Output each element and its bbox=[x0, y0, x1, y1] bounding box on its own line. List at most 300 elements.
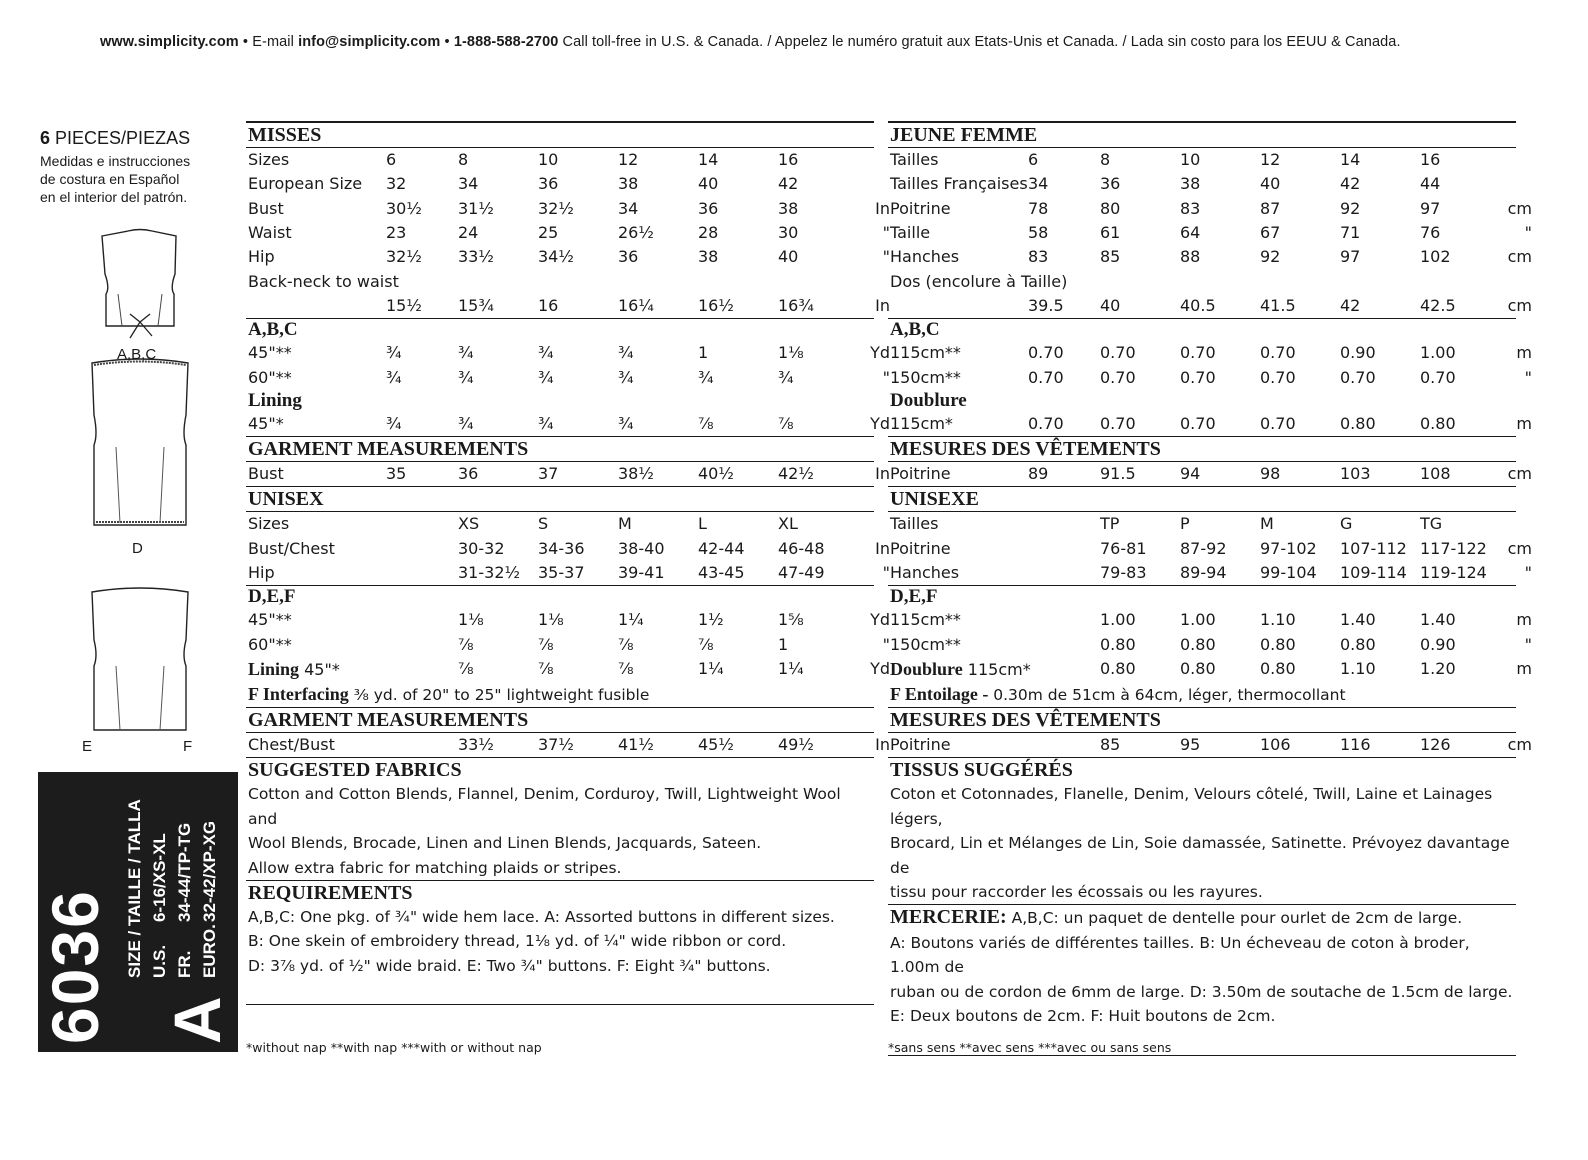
vest-back-view-trim-icon bbox=[70, 355, 210, 535]
value-cell: 0.80 bbox=[1340, 634, 1376, 654]
value-cell: 1.10 bbox=[1260, 610, 1296, 630]
text-line: B: One skein of embroidery thread, 1⅛ yd. of ¼" wide ribbon or cord. bbox=[248, 932, 787, 951]
row-label: Chest/Bust bbox=[248, 735, 335, 755]
value-cell: 34-36 bbox=[538, 538, 585, 558]
unit-cell: " bbox=[1524, 367, 1532, 387]
value-cell: 107-112 bbox=[1340, 538, 1407, 558]
unit-cell: Yd bbox=[870, 610, 890, 630]
row-label bbox=[888, 657, 1031, 682]
value-cell bbox=[1098, 269, 1178, 293]
value-cell: 1.40 bbox=[1420, 610, 1456, 630]
interfacing-line bbox=[888, 682, 1516, 707]
row-label: Poitrine bbox=[890, 735, 951, 755]
value-cell: 42 bbox=[1340, 295, 1361, 315]
value-cell: 8 bbox=[1100, 150, 1111, 170]
value-cell bbox=[616, 269, 696, 293]
value-cell: 58 bbox=[1028, 223, 1049, 243]
contact-header bbox=[100, 34, 1530, 50]
value-cell: 0.80 bbox=[1180, 634, 1216, 654]
section-title: UNISEX bbox=[246, 487, 874, 512]
value-cell bbox=[384, 512, 456, 536]
interfacing-line bbox=[246, 682, 874, 707]
size-row-us: U.S.6-16/XS-XL bbox=[150, 833, 169, 978]
view-abc bbox=[70, 226, 210, 344]
text-line: Allow extra fabric for matching plaids or stripes. bbox=[248, 858, 622, 877]
yardage-table bbox=[246, 608, 894, 657]
unit-cell bbox=[1496, 148, 1536, 172]
value-cell: 83 bbox=[1180, 198, 1201, 218]
view-caption-e: E bbox=[82, 738, 93, 755]
value-cell: ⅞ bbox=[698, 634, 714, 654]
unit-cell: cm bbox=[1507, 295, 1532, 315]
unit-cell: Yd bbox=[870, 659, 890, 679]
table-row bbox=[246, 561, 894, 585]
text-line: E: Deux boutons de 2cm. F: Huit boutons de 2cm. bbox=[890, 1007, 1276, 1026]
value-cell: 0.70 bbox=[1260, 343, 1296, 363]
value-cell: 40 bbox=[698, 174, 719, 194]
unit-cell: cm bbox=[1507, 464, 1532, 484]
unit-cell: " bbox=[882, 223, 890, 243]
garment-table bbox=[246, 462, 894, 486]
section-unisex bbox=[888, 486, 1532, 585]
value-cell: G bbox=[1340, 514, 1353, 534]
unit-cell: m bbox=[1516, 413, 1532, 433]
value-cell: 117-122 bbox=[1420, 538, 1487, 558]
value-cell: 33½ bbox=[458, 247, 494, 267]
value-cell: 0.70 bbox=[1028, 413, 1064, 433]
value-cell: 33½ bbox=[458, 735, 494, 755]
value-cell: XS bbox=[458, 514, 480, 534]
value-cell: 0.70 bbox=[1180, 343, 1216, 363]
value-cell: 36 bbox=[1100, 174, 1121, 194]
unit-cell: In bbox=[875, 735, 890, 755]
value-cell: 0.90 bbox=[1340, 343, 1376, 363]
table-row bbox=[888, 733, 1536, 757]
value-cell: 38-40 bbox=[618, 538, 665, 558]
section-misses bbox=[888, 121, 1532, 318]
vest-back-view-tie-icon bbox=[70, 226, 210, 344]
lining-table bbox=[246, 412, 894, 436]
unit-cell bbox=[1496, 512, 1536, 536]
value-cell: 80 bbox=[1100, 198, 1121, 218]
value-cell: 49½ bbox=[778, 735, 814, 755]
value-cell: 109-114 bbox=[1340, 563, 1407, 582]
table-row bbox=[888, 561, 1536, 585]
value-cell: L bbox=[698, 514, 707, 534]
interfacing-text: 0.30m de 51cm à 64cm, léger, thermocollant bbox=[993, 685, 1346, 704]
value-cell: 0.70 bbox=[1028, 343, 1064, 363]
section-requirements bbox=[888, 904, 1516, 1055]
value-cell: 1⅛ bbox=[458, 610, 484, 630]
value-cell bbox=[1418, 269, 1496, 293]
unit-cell bbox=[1496, 172, 1536, 196]
value-cell: 46-48 bbox=[778, 538, 825, 558]
table-row bbox=[246, 269, 894, 293]
email-label: E-mail bbox=[252, 34, 294, 50]
table-row bbox=[246, 221, 894, 245]
value-cell: 1⅝ bbox=[778, 610, 804, 630]
view-caption-f: F bbox=[183, 738, 193, 755]
lining-table bbox=[888, 412, 1536, 436]
table-row bbox=[888, 294, 1536, 318]
lining-width: 45"* bbox=[304, 659, 340, 679]
value-cell: 38 bbox=[778, 198, 799, 218]
table-row bbox=[888, 537, 1536, 561]
value-cell: 95 bbox=[1180, 735, 1201, 755]
value-cell: 26½ bbox=[618, 223, 654, 243]
value-cell: ¾ bbox=[386, 413, 402, 433]
row-label: 150cm** bbox=[890, 367, 961, 387]
vest-back-view-icon bbox=[70, 580, 210, 740]
unit-cell: cm bbox=[1507, 735, 1532, 755]
value-cell: 6 bbox=[386, 150, 397, 170]
value-cell: 67 bbox=[1260, 223, 1281, 243]
pattern-number-box bbox=[38, 772, 238, 1052]
value-cell: 1.00 bbox=[1420, 343, 1456, 363]
value-cell: 42 bbox=[778, 174, 799, 194]
table-row bbox=[888, 365, 1536, 389]
value-cell: 12 bbox=[1260, 150, 1281, 170]
pieces-block bbox=[40, 128, 240, 206]
row-label: Tailles bbox=[890, 514, 939, 534]
value-cell: 89-94 bbox=[1180, 563, 1227, 582]
value-cell: 47-49 bbox=[778, 563, 825, 582]
value-cell: 88 bbox=[1180, 247, 1201, 267]
unit-cell: cm bbox=[1507, 247, 1532, 267]
section-title: UNISEXE bbox=[888, 487, 1516, 512]
table-row bbox=[246, 294, 894, 318]
value-cell: ¾ bbox=[618, 343, 634, 363]
table-row bbox=[888, 512, 1536, 536]
value-cell: 43-45 bbox=[698, 563, 745, 582]
footnote-english: *without nap **with nap ***with or without nap bbox=[246, 1040, 542, 1055]
value-cell: 41.5 bbox=[1260, 295, 1296, 315]
value-cell: TG bbox=[1420, 514, 1443, 534]
value-cell: ¾ bbox=[618, 367, 634, 387]
pattern-letter: A bbox=[160, 996, 234, 1044]
lining-table bbox=[888, 657, 1536, 682]
value-cell: 94 bbox=[1180, 464, 1201, 484]
value-cell: 126 bbox=[1420, 735, 1451, 755]
value-cell: 102 bbox=[1420, 247, 1451, 267]
value-cell: 40½ bbox=[698, 464, 734, 484]
value-cell: 61 bbox=[1100, 223, 1121, 243]
table-row bbox=[246, 197, 894, 221]
value-cell: 1.00 bbox=[1180, 610, 1216, 630]
phone-number: 1-888-588-2700 bbox=[453, 34, 559, 50]
value-cell: 34½ bbox=[538, 247, 574, 267]
value-cell: 0.70 bbox=[1100, 343, 1136, 363]
section-def bbox=[246, 585, 890, 707]
value-cell: 64 bbox=[1180, 223, 1201, 243]
value-cell bbox=[1026, 512, 1098, 536]
value-cell: 103 bbox=[1340, 464, 1371, 484]
website-link[interactable]: www.simplicity.com bbox=[100, 34, 239, 50]
value-cell: 34 bbox=[618, 198, 639, 218]
value-cell: 0.70 bbox=[1100, 413, 1136, 433]
value-cell: 39-41 bbox=[618, 563, 665, 582]
value-cell bbox=[1258, 269, 1338, 293]
unit-cell: " bbox=[882, 367, 890, 387]
value-cell bbox=[1026, 632, 1098, 656]
yardage-table bbox=[888, 341, 1536, 390]
view-caption: D bbox=[132, 540, 143, 557]
unit-cell: In bbox=[875, 198, 890, 218]
row-label: Waist bbox=[248, 223, 292, 243]
value-cell: 16¾ bbox=[778, 295, 814, 315]
value-cell: 0.70 bbox=[1260, 413, 1296, 433]
value-cell: ¾ bbox=[458, 343, 474, 363]
table-row bbox=[246, 365, 894, 389]
value-cell: 89 bbox=[1028, 464, 1049, 484]
garment-table bbox=[888, 733, 1536, 757]
requirements-text bbox=[246, 905, 874, 978]
section-title: GARMENT MEASUREMENTS bbox=[246, 437, 874, 462]
value-cell: 0.80 bbox=[1260, 659, 1296, 679]
lining-width: 115cm* bbox=[967, 659, 1031, 679]
lining-label: Doublure bbox=[890, 658, 963, 679]
value-cell: 16¼ bbox=[618, 295, 654, 315]
value-cell bbox=[1338, 269, 1418, 293]
value-cell: 37½ bbox=[538, 735, 574, 755]
value-cell: 1 bbox=[698, 343, 709, 363]
yardage-table bbox=[246, 341, 894, 390]
value-cell: 0.80 bbox=[1420, 413, 1456, 433]
value-cell: 31½ bbox=[458, 198, 494, 218]
value-cell: ⅞ bbox=[538, 634, 554, 654]
row-label: Hanches bbox=[890, 247, 960, 267]
value-cell: 31-32½ bbox=[458, 563, 520, 582]
unit-cell: " bbox=[1524, 223, 1532, 243]
value-cell: 0.70 bbox=[1180, 413, 1216, 433]
footnote-french: *sans sens **avec sens ***avec ou sans sens bbox=[888, 1040, 1172, 1055]
value-cell: 38½ bbox=[618, 464, 654, 484]
value-cell: 15½ bbox=[386, 295, 422, 315]
text-line: tissu pour raccorder les écossais ou les rayures. bbox=[890, 883, 1263, 902]
row-label: Back-neck to waist bbox=[248, 271, 399, 291]
value-cell: 8 bbox=[458, 150, 469, 170]
value-cell bbox=[776, 269, 854, 293]
subsection-title: A,B,C bbox=[890, 319, 940, 341]
size-row-euro: EURO.32-42/XP-XG bbox=[200, 820, 219, 978]
value-cell: 92 bbox=[1260, 247, 1281, 267]
row-label: Bust bbox=[248, 464, 284, 484]
value-cell: 25 bbox=[538, 223, 559, 243]
value-cell: 1⅛ bbox=[778, 343, 804, 363]
value-cell bbox=[1026, 608, 1098, 632]
row-label: Poitrine bbox=[890, 538, 951, 558]
value-cell: 0.80 bbox=[1340, 413, 1376, 433]
table-row bbox=[246, 341, 894, 365]
table-row bbox=[246, 462, 894, 486]
value-cell: 0.70 bbox=[1100, 367, 1136, 387]
value-cell: 116 bbox=[1340, 735, 1371, 755]
row-label: Poitrine bbox=[890, 198, 951, 218]
section-abc bbox=[246, 318, 890, 436]
value-cell: 0.70 bbox=[1340, 367, 1376, 387]
value-cell: 97 bbox=[1340, 247, 1361, 267]
value-cell: 16 bbox=[1420, 150, 1441, 170]
value-cell: 0.70 bbox=[1420, 367, 1456, 387]
unit-cell: " bbox=[882, 247, 890, 267]
value-cell: 40 bbox=[1260, 174, 1281, 194]
table-row bbox=[888, 608, 1536, 632]
row-label: Dos (encolure à Taille) bbox=[890, 271, 1068, 291]
value-cell: TP bbox=[1100, 514, 1120, 534]
table-row bbox=[246, 148, 894, 172]
value-cell: ¾ bbox=[458, 367, 474, 387]
value-cell: 36 bbox=[458, 464, 479, 484]
value-cell: 40 bbox=[778, 247, 799, 267]
value-cell: XL bbox=[778, 514, 798, 534]
section-title: MERCERIE: bbox=[890, 906, 1007, 929]
lining-table bbox=[246, 657, 894, 682]
value-cell bbox=[1026, 561, 1098, 585]
email-link[interactable]: info@simplicity.com bbox=[298, 34, 441, 50]
value-cell: 1.00 bbox=[1100, 610, 1136, 630]
unit-cell: m bbox=[1516, 610, 1532, 630]
section-end-rule bbox=[246, 1004, 874, 1005]
value-cell: 10 bbox=[1180, 150, 1201, 170]
value-cell: 30 bbox=[778, 223, 799, 243]
value-cell: 1 bbox=[778, 634, 789, 654]
value-cell bbox=[1026, 657, 1098, 682]
value-cell: ¾ bbox=[386, 343, 402, 363]
interfacing-label: F Entoilage - bbox=[890, 683, 989, 704]
value-cell: 42-44 bbox=[698, 538, 745, 558]
row-label: Poitrine bbox=[890, 464, 951, 484]
table-row bbox=[888, 221, 1536, 245]
row-label: 45"* bbox=[248, 413, 284, 433]
section-title: GARMENT MEASUREMENTS bbox=[246, 708, 874, 733]
table-row bbox=[246, 608, 894, 632]
value-cell bbox=[384, 632, 456, 656]
value-cell: ⅞ bbox=[698, 413, 714, 433]
table-row bbox=[246, 733, 894, 757]
section-abc bbox=[888, 318, 1532, 436]
requirements-first-line bbox=[888, 905, 1516, 930]
subsection-title: D,E,F bbox=[890, 586, 938, 608]
value-cell bbox=[384, 561, 456, 585]
value-cell: ¾ bbox=[386, 367, 402, 387]
unit-cell: m bbox=[1516, 343, 1532, 363]
text-line: A,B,C: One pkg. of ¾" wide hem lace. A: Assorted buttons in different sizes. bbox=[248, 908, 835, 927]
requirements-text bbox=[888, 931, 1516, 1029]
value-cell: 0.80 bbox=[1100, 634, 1136, 654]
unit-cell: " bbox=[882, 634, 890, 654]
value-cell: 14 bbox=[698, 150, 719, 170]
text-line: Brocard, Lin et Mélanges de Lin, Soie damassée, Satinette. Prévoyez davantage de bbox=[890, 834, 1510, 877]
value-cell: ¾ bbox=[778, 367, 794, 387]
section-unisex bbox=[246, 486, 890, 585]
section-garment-measurements bbox=[246, 707, 890, 757]
value-cell: M bbox=[618, 514, 632, 534]
value-cell: ¾ bbox=[698, 367, 714, 387]
value-cell: ⅞ bbox=[618, 659, 634, 679]
row-label: Hip bbox=[248, 247, 275, 267]
value-cell: 0.70 bbox=[1180, 367, 1216, 387]
value-cell: 0.90 bbox=[1420, 634, 1456, 654]
table-row bbox=[888, 245, 1536, 269]
row-label: 115cm* bbox=[890, 413, 953, 433]
value-cell: 78 bbox=[1028, 198, 1049, 218]
table-row bbox=[246, 245, 894, 269]
row-label: 60"** bbox=[248, 634, 292, 654]
value-cell: 16 bbox=[538, 295, 559, 315]
value-cell bbox=[1178, 269, 1258, 293]
unit-cell: m bbox=[1516, 659, 1532, 679]
value-cell: S bbox=[538, 514, 549, 534]
value-cell: 36 bbox=[618, 247, 639, 267]
value-cell: ⅞ bbox=[538, 659, 554, 679]
value-cell: 0.80 bbox=[1100, 659, 1136, 679]
garment-table bbox=[888, 462, 1536, 486]
row-label bbox=[246, 657, 384, 682]
value-cell: 14 bbox=[1340, 150, 1361, 170]
value-cell bbox=[384, 733, 456, 757]
table-row bbox=[246, 537, 894, 561]
value-cell: ¾ bbox=[538, 413, 554, 433]
pieces-note: Medidas e instrucciones de costura en Español en el interior del patrón. bbox=[40, 153, 191, 205]
unit-cell: " bbox=[1524, 563, 1532, 582]
section-title: SUGGESTED FABRICS bbox=[248, 759, 462, 782]
interfacing-text: ⅜ yd. of 20" to 25" lightweight fusible bbox=[353, 685, 650, 704]
section-misses bbox=[246, 121, 890, 318]
section-garment-measurements bbox=[246, 436, 890, 486]
unit-cell: Yd bbox=[870, 343, 890, 363]
value-cell: 85 bbox=[1100, 735, 1121, 755]
section-title: MESURES DES VÊTEMENTS bbox=[888, 437, 1516, 462]
value-cell: ¾ bbox=[458, 413, 474, 433]
table-row bbox=[888, 197, 1536, 221]
value-cell: 1¼ bbox=[618, 610, 644, 630]
value-cell: 30½ bbox=[386, 198, 422, 218]
text-line: Wool Blends, Brocade, Linen and Linen Blends, Jacquards, Sateen. bbox=[248, 834, 762, 853]
table-row bbox=[246, 632, 894, 656]
table-row bbox=[246, 657, 894, 682]
interfacing-label: F Interfacing bbox=[248, 683, 349, 704]
subsection-title: D,E,F bbox=[248, 586, 296, 608]
misses-table bbox=[246, 148, 894, 318]
value-cell: 0.80 bbox=[1260, 634, 1296, 654]
lining-label: Lining bbox=[248, 658, 300, 679]
value-cell: 79-83 bbox=[1100, 563, 1147, 582]
text-line: Cotton and Cotton Blends, Flannel, Denim, Corduroy, Twill, Lightweight Wool and bbox=[248, 785, 841, 828]
row-label: 60"** bbox=[248, 367, 292, 387]
value-cell: 1⅛ bbox=[538, 610, 564, 630]
value-cell: 42.5 bbox=[1420, 295, 1456, 315]
unisex-table bbox=[888, 512, 1536, 585]
table-row bbox=[246, 512, 894, 536]
value-cell: 1½ bbox=[698, 610, 724, 630]
value-cell bbox=[1026, 537, 1098, 561]
value-cell: 15¾ bbox=[458, 295, 494, 315]
value-cell: ⅞ bbox=[778, 413, 794, 433]
value-cell: 32½ bbox=[538, 198, 574, 218]
value-cell: 108 bbox=[1420, 464, 1451, 484]
unit-cell: " bbox=[1524, 634, 1532, 654]
section-garment-measurements bbox=[888, 436, 1532, 486]
section-title: TISSUS SUGGÉRÉS bbox=[890, 759, 1073, 782]
value-cell: 0.70 bbox=[1260, 367, 1296, 387]
english-column bbox=[246, 121, 890, 1005]
value-cell: 0.80 bbox=[1180, 659, 1216, 679]
text-line: D: 3⅞ yd. of ½" wide braid. E: Two ¾" buttons. F: Eight ¾" buttons. bbox=[248, 956, 771, 975]
value-cell: 16½ bbox=[698, 295, 734, 315]
section-fabrics bbox=[888, 757, 1516, 904]
value-cell: 23 bbox=[386, 223, 407, 243]
value-cell: 76 bbox=[1420, 223, 1441, 243]
